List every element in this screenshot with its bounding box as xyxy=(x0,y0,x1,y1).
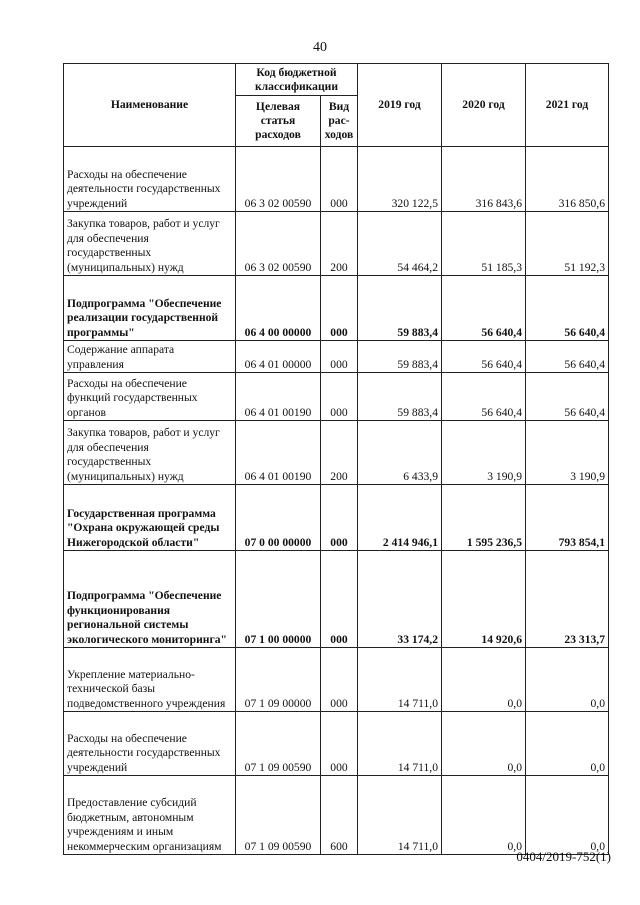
row-value-2019: 14 711,0 xyxy=(358,776,442,855)
row-expense-type: 000 xyxy=(321,373,358,421)
row-target-code: 06 3 02 00590 xyxy=(236,212,321,276)
row-value-2021: 0,0 xyxy=(526,648,609,712)
row-expense-type: 000 xyxy=(321,276,358,341)
row-expense-type: 000 xyxy=(321,485,358,551)
row-value-2021: 3 190,9 xyxy=(526,421,609,485)
row-value-2020: 316 843,6 xyxy=(442,147,526,212)
table-row xyxy=(64,373,609,421)
header-kbk: Код бюджетной классификации xyxy=(236,64,358,96)
row-value-2019: 59 883,4 xyxy=(358,373,442,421)
row-value-2019: 59 883,4 xyxy=(358,276,442,341)
row-value-2020: 0,0 xyxy=(442,648,526,712)
header-expense-type: Вид рас-ходов xyxy=(321,96,358,147)
row-value-2019: 2 414 946,1 xyxy=(358,485,442,551)
row-name: Расходы на обеспечение функций государственных органов xyxy=(64,373,236,421)
row-name: Расходы на обеспечение деятельности государственных учреждений xyxy=(64,712,236,776)
table-body xyxy=(64,147,609,855)
row-value-2020: 56 640,4 xyxy=(442,276,526,341)
row-expense-type: 000 xyxy=(321,551,358,648)
row-target-code: 06 4 00 00000 xyxy=(236,276,321,341)
row-value-2021: 793 854,1 xyxy=(526,485,609,551)
row-expense-type: 000 xyxy=(321,341,358,373)
row-name: Расходы на обеспечение деятельности государственных учреждений xyxy=(64,147,236,212)
row-name: Закупка товаров, работ и услуг для обеспечения государственных (муниципальных) нужд xyxy=(64,421,236,485)
row-expense-type: 000 xyxy=(321,648,358,712)
row-value-2019: 14 711,0 xyxy=(358,712,442,776)
row-value-2019: 33 174,2 xyxy=(358,551,442,648)
table-row xyxy=(64,276,609,341)
row-name: Подпрограмма "Обеспечение реализации государственной программы" xyxy=(64,276,236,341)
row-target-code: 06 4 01 00190 xyxy=(236,421,321,485)
budget-table xyxy=(63,63,609,855)
page-number: 40 xyxy=(313,40,327,55)
row-value-2019: 14 711,0 xyxy=(358,648,442,712)
row-name: Укрепление материально-технической базы подведомственного учреждения xyxy=(64,648,236,712)
row-target-code: 06 4 01 00000 xyxy=(236,341,321,373)
row-expense-type: 600 xyxy=(321,776,358,855)
row-target-code: 07 1 00 00000 xyxy=(236,551,321,648)
row-target-code: 07 1 09 00590 xyxy=(236,712,321,776)
row-expense-type: 200 xyxy=(321,421,358,485)
row-target-code: 07 1 09 00590 xyxy=(236,776,321,855)
row-value-2020: 56 640,4 xyxy=(442,341,526,373)
row-name: Подпрограмма "Обеспечение функционирования региональной системы экологического мониторинга" xyxy=(64,551,236,648)
row-value-2020: 0,0 xyxy=(442,776,526,855)
row-value-2020: 0,0 xyxy=(442,712,526,776)
row-value-2021: 56 640,4 xyxy=(526,373,609,421)
row-value-2020: 56 640,4 xyxy=(442,373,526,421)
row-value-2021: 23 313,7 xyxy=(526,551,609,648)
row-target-code: 06 3 02 00590 xyxy=(236,147,321,212)
row-target-code: 06 4 01 00190 xyxy=(236,373,321,421)
table-row xyxy=(64,341,609,373)
table-row xyxy=(64,551,609,648)
row-name: Предоставление субсидий бюджетным, автономным учреждениям и иным некоммерческим организациям xyxy=(64,776,236,855)
row-value-2021: 0,0 xyxy=(526,712,609,776)
row-name: Государственная программа "Охрана окружающей среды Нижегородской области" xyxy=(64,485,236,551)
table-row xyxy=(64,421,609,485)
row-value-2020: 51 185,3 xyxy=(442,212,526,276)
table-row xyxy=(64,712,609,776)
row-value-2021: 51 192,3 xyxy=(526,212,609,276)
table-row xyxy=(64,776,609,855)
row-expense-type: 000 xyxy=(321,147,358,212)
row-value-2021: 316 850,6 xyxy=(526,147,609,212)
row-value-2019: 6 433,9 xyxy=(358,421,442,485)
header-target-article: Целевая статья расходов xyxy=(236,96,321,147)
row-value-2019: 320 122,5 xyxy=(358,147,442,212)
row-value-2021: 0,0 xyxy=(526,776,609,855)
table-row xyxy=(64,485,609,551)
row-value-2019: 54 464,2 xyxy=(358,212,442,276)
row-value-2019: 59 883,4 xyxy=(358,341,442,373)
table-row xyxy=(64,147,609,212)
row-value-2020: 14 920,6 xyxy=(442,551,526,648)
header-year-2019: 2019 год xyxy=(358,64,442,147)
row-expense-type: 200 xyxy=(321,212,358,276)
header-year-2021: 2021 год xyxy=(526,64,609,147)
table-header xyxy=(64,64,609,147)
row-target-code: 07 0 00 00000 xyxy=(236,485,321,551)
table-row xyxy=(64,648,609,712)
header-year-2020: 2020 год xyxy=(442,64,526,147)
row-expense-type: 000 xyxy=(321,712,358,776)
document-code: 0404/2019-752(1) xyxy=(516,849,611,864)
row-value-2021: 56 640,4 xyxy=(526,276,609,341)
table-row xyxy=(64,212,609,276)
row-value-2020: 1 595 236,5 xyxy=(442,485,526,551)
row-target-code: 07 1 09 00000 xyxy=(236,648,321,712)
header-name: Наименование xyxy=(64,64,236,147)
row-value-2020: 3 190,9 xyxy=(442,421,526,485)
row-name: Содержание аппарата управления xyxy=(64,341,236,373)
row-value-2021: 56 640,4 xyxy=(526,341,609,373)
row-name: Закупка товаров, работ и услуг для обеспечения государственных (муниципальных) нужд xyxy=(64,212,236,276)
